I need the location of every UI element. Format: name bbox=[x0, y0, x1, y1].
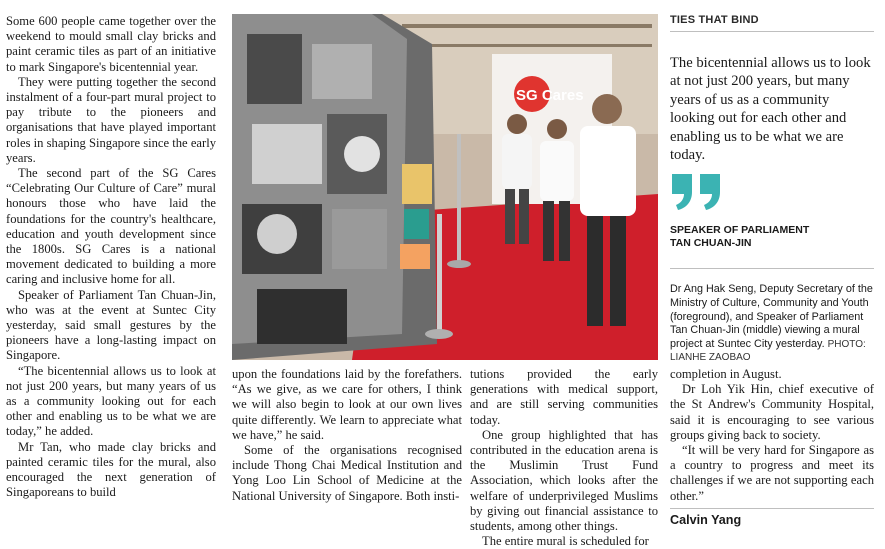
paragraph: Mr Tan, who made clay bricks and painted ceramic tiles for the mural, also encouraged the next generation of Singaporeans to build bbox=[6, 439, 216, 500]
paragraph: tutions provided the early generations with medical support, and are still serving communities today. bbox=[470, 367, 658, 427]
divider bbox=[670, 508, 874, 509]
divider bbox=[670, 31, 874, 32]
pull-quote: The bicentennial allows us to look at not just 200 years, but many years of us as a community looking out for each other and enabling us to be what we are today. bbox=[670, 55, 871, 164]
article-column-2 bbox=[232, 367, 462, 504]
article-column-1 bbox=[6, 14, 216, 501]
paragraph: Dr Loh Yik Hin, chief executive of the St Andrew's Community Hospital, said it is encouraging to see various groups giving back to society. bbox=[670, 382, 874, 442]
paragraph: “It will be very hard for Singapore as a country to progress and meet its challenges if we are not supporting each other.” bbox=[670, 443, 874, 503]
banner-text: SG Cares bbox=[516, 87, 584, 104]
divider bbox=[670, 268, 874, 269]
sidebar-kicker: TIES THAT BIND bbox=[670, 14, 759, 26]
quotation-marks-icon bbox=[670, 170, 874, 212]
article-column-4 bbox=[670, 367, 874, 504]
speaker-name: TAN CHUAN-JIN bbox=[670, 237, 752, 250]
byline: Calvin Yang bbox=[670, 513, 742, 527]
photo-credit: PHOTO: LIANHE ZAOBAO bbox=[670, 338, 866, 364]
quote-attribution bbox=[670, 224, 874, 250]
caption-text: Dr Ang Hak Seng, Deputy Secretary of the Ministry of Culture, Community and Youth (foreground), and Speaker of Parliament Tan Chuan-Jin (middle) viewing a mural project at Suntec City yesterday. bbox=[670, 283, 873, 350]
sidebar bbox=[670, 14, 874, 365]
paragraph: completion in August. bbox=[670, 367, 782, 381]
article-column-3 bbox=[470, 367, 658, 549]
paragraph: The second part of the SG Cares “Celebrating Our Culture of Care” mural honours those who have laid the foundations for the country's healthcare, education and youth development since the 1800s. SG Cares is a national movement dedicated to building a more caring and inclusive home for all. bbox=[6, 166, 216, 287]
paragraph: upon the foundations laid by the forefathers. “As we give, as we care for others, I think we will also begin to look at our own lives quite differently. We learn to appreciate what we have,” he said. bbox=[232, 367, 462, 442]
speaker-title: SPEAKER OF PARLIAMENT bbox=[670, 224, 810, 237]
paragraph: “The bicentennial allows us to look at not just 200 years, but many years of us as a community looking out for each other and enabling us to be what we are today,” he added. bbox=[6, 363, 216, 439]
paragraph: Some 600 people came together over the weekend to mould small clay bricks and paint ceramic tiles as part of an initiative to mark Singapore's bicentennial year. bbox=[6, 14, 216, 74]
paragraph: They were putting together the second instalment of a four-part mural project to pay tribute to the pioneers and organisations that have played important roles in shaping Singapore since the early years. bbox=[6, 74, 216, 165]
photo-caption bbox=[670, 283, 874, 365]
event-photo bbox=[232, 14, 658, 360]
paragraph: Some of the organisations recognised include Thong Chai Medical Institution and Yong Loo Lin School of Medicine at the National University of Singapore. Both insti- bbox=[232, 443, 462, 503]
paragraph: The entire mural is scheduled for bbox=[482, 534, 649, 549]
paragraph: Speaker of Parliament Tan Chuan-Jin, who was at the event at Suntec City yesterday, said small gestures by the pioneers have a long-lasting impact on Singapore. bbox=[6, 287, 216, 363]
paragraph: One group highlighted that has contributed in the education arena is the Muslimin Trust Fund Association, which looks after the welfare of underprivileged Muslims by giving out financial assistance to students, among other things. bbox=[470, 427, 658, 534]
